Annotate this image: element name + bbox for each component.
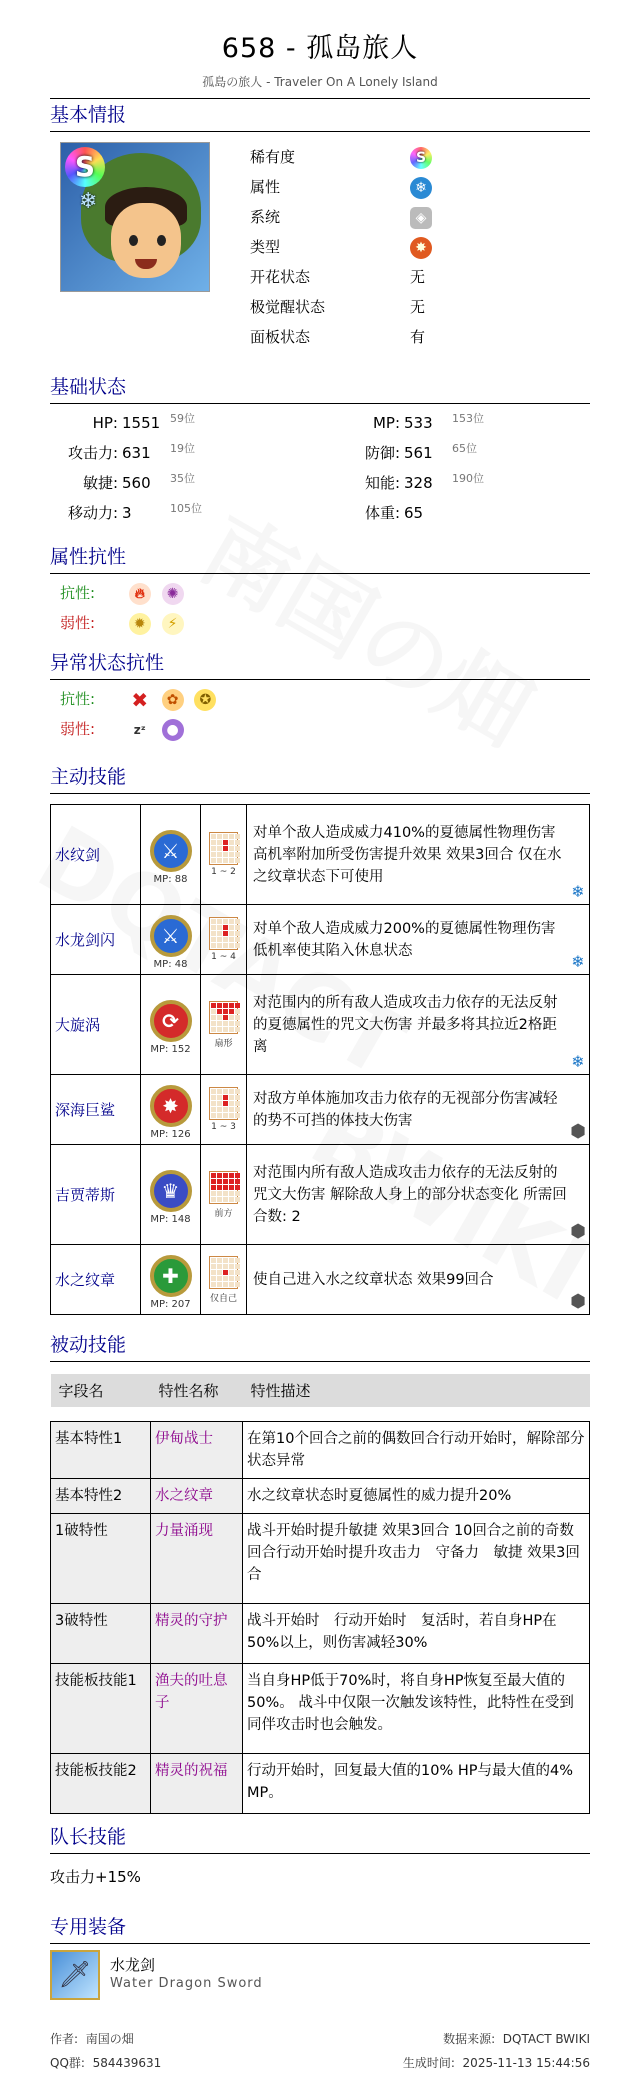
skill-icon-cell [141, 1145, 201, 1245]
skill-desc: 对单个敌人造成威力410%的夏德属性物理伤害 高机率附加所受伤害提升效果 效果3回合 仅在水之纹章状态下可使用 [253, 824, 562, 885]
element-resist-section [50, 542, 590, 642]
skill-name: 水龙剑闪 [51, 905, 141, 975]
stat-weight [332, 498, 452, 528]
info-row-bloom [250, 262, 590, 292]
stat-defense [332, 438, 477, 468]
stat-value: 3 [122, 504, 132, 522]
element-weak-row [60, 608, 190, 638]
passive-field: 基本特性2 [51, 1478, 151, 1513]
skill-range: 1 ~ 3 [211, 1122, 236, 1132]
skill-range: 仅自己 [209, 1293, 237, 1304]
info-key: 稀有度 [250, 148, 296, 166]
stat-value: 328 [404, 474, 433, 492]
stat-value: 65 [404, 504, 424, 522]
info-key: 极觉醒状态 [250, 298, 326, 316]
skill-desc-cell [247, 1145, 590, 1245]
passive-desc: 行动开始时，回复最大值的10% HP与最大值的4% MP。 [243, 1753, 590, 1813]
active-skills-section [50, 762, 590, 1322]
skill-row [51, 805, 590, 905]
skill-mp: MP: 88 [153, 874, 188, 885]
stat-label: 攻击力: [67, 444, 118, 462]
passive-field: 3破特性 [51, 1603, 151, 1663]
passive-name: 渔夫的吐息子 [151, 1663, 243, 1753]
active-skills-table [50, 804, 590, 1315]
status-weak-row [60, 714, 190, 744]
ice-tag-icon: ❄ [571, 1052, 585, 1071]
passive-desc: 在第10个回合之前的偶数回合行动开始时，解除部分状态异常 [243, 1421, 590, 1478]
skill-range-cell [201, 1245, 247, 1315]
stat-hp [50, 408, 195, 438]
passive-desc: 战斗开始时提升敏捷 效果3回合 10回合之前的奇数回合行动开始时提升攻击力 守备力 敏捷 效果3回合 [243, 1513, 590, 1603]
skill-name: 深海巨鲨 [51, 1075, 141, 1145]
wind-icon: ✺ [162, 583, 184, 605]
stat-rank: 65位 [452, 442, 477, 455]
crown-skill-icon: ♛ [150, 1170, 192, 1212]
passive-name: 精灵的祝福 [151, 1753, 243, 1813]
info-key: 系统 [250, 208, 281, 226]
passive-name: 水之纹章 [151, 1478, 243, 1513]
equipment-name: 水龙剑 [110, 1956, 156, 1974]
neutral-hex-tag-icon: ⬢ [570, 1221, 586, 1242]
page-title: 658 - 孤岛旅人 [221, 33, 419, 64]
paralysis-icon: ✪ [194, 689, 216, 711]
character-portrait [60, 142, 210, 292]
skill-range-cell [201, 905, 247, 975]
stat-label: 知能: [364, 474, 400, 492]
skill-icon-cell [141, 905, 201, 975]
stat-move [50, 498, 202, 528]
ice-element-icon: ❄ [410, 177, 432, 199]
sword-skill-icon: ⚔ [150, 915, 192, 957]
skill-range: 1 ~ 2 [211, 867, 236, 877]
skill-desc-cell [247, 1075, 590, 1145]
stat-attack [50, 438, 195, 468]
skill-range: 前方 [214, 1208, 233, 1219]
skill-icon-cell [141, 805, 201, 905]
passive-desc: 当自身HP低于70%时，将自身HP恢复至最大值的50%。 战斗中仅限一次触发该特性，此特性在受到同伴攻击时也会触发。 [243, 1663, 590, 1753]
info-row-rarity [250, 142, 590, 172]
stat-label: 体重: [364, 504, 400, 522]
ice-tag-icon: ❄ [571, 882, 585, 901]
stat-value: 1551 [122, 414, 161, 432]
info-key: 类型 [250, 238, 281, 256]
skill-mp: MP: 148 [150, 1214, 191, 1225]
stat-rank: 35位 [170, 472, 195, 485]
skill-desc: 对范围内的所有敌人造成攻击力依存的无法反射的夏德属性的咒文大伤害 并最多将其拉近2格距离 [253, 994, 558, 1055]
passive-header-name: 特性名称 [151, 1374, 243, 1407]
skill-icon-cell [141, 975, 201, 1075]
skill-desc: 使自己进入水之纹章状态 效果99回合 [253, 1271, 494, 1288]
passive-field: 技能板技能1 [51, 1663, 151, 1753]
footer-source [443, 2030, 590, 2047]
skill-desc: 对单个敌人造成威力200%的夏德属性物理伤害 低机率使其陷入休息状态 [253, 920, 556, 959]
skill-name: 水之纹章 [51, 1245, 141, 1315]
skill-desc-cell [247, 975, 590, 1075]
poison-icon: ● [162, 719, 184, 741]
skill-mp: MP: 48 [153, 959, 188, 970]
portrait-rank-s-icon: S [65, 147, 105, 187]
stat-value: 631 [122, 444, 151, 462]
stat-label: HP: [92, 414, 118, 432]
page-subtitle: 孤島の旅人 - Traveler On A Lonely Island [202, 75, 438, 89]
info-value: 无 [410, 268, 426, 286]
passive-row [51, 1603, 590, 1663]
passive-header-row [51, 1374, 590, 1407]
shark-skill-icon: ✸ [150, 1085, 192, 1127]
author-value: 南国の畑 [85, 2032, 134, 2046]
info-row-element [250, 172, 590, 202]
stat-value: 561 [404, 444, 433, 462]
resist-label: 抗性: [60, 584, 96, 602]
status-resist-title: 异常状态抗性 [50, 648, 590, 680]
rarity-s-icon: S [410, 147, 432, 169]
header-divider [50, 98, 590, 99]
stat-rank: 153位 [452, 412, 484, 425]
element-resist-row [60, 578, 190, 608]
passive-header-field: 字段名 [51, 1374, 151, 1407]
portrait-eye-right [157, 235, 166, 246]
range-grid-icon [209, 832, 238, 865]
light-icon: ✹ [129, 613, 151, 635]
skill-row [51, 905, 590, 975]
equipment-section [50, 1912, 590, 1992]
skill-range: 1 ~ 4 [211, 952, 236, 962]
info-value: 有 [410, 328, 426, 346]
stat-mp [332, 408, 484, 438]
neutral-hex-tag-icon: ⬢ [570, 1291, 586, 1312]
skill-range-cell [201, 975, 247, 1075]
stat-rank: 105位 [170, 502, 202, 515]
skill-mp: MP: 152 [150, 1044, 191, 1055]
info-key: 属性 [250, 178, 281, 196]
range-grid-icon [209, 1256, 238, 1289]
time-value: 2025-11-13 15:44:56 [462, 2056, 590, 2070]
equipment-title: 专用装备 [50, 1912, 590, 1944]
footer-time [403, 2054, 590, 2071]
whirlpool-skill-icon: ⟳ [150, 1000, 192, 1042]
stat-label: 移动力: [67, 504, 118, 522]
source-label: 数据来源: [443, 2032, 496, 2046]
crest-skill-icon: ✚ [150, 1255, 192, 1297]
skill-range-cell [201, 1075, 247, 1145]
confusion-icon: ✿ [162, 689, 184, 711]
skill-row [51, 975, 590, 1075]
passive-name: 精灵的守护 [151, 1603, 243, 1663]
equipment-name-en: Water Dragon Sword [110, 1976, 263, 1991]
footer-author [50, 2030, 134, 2047]
status-resist-row [60, 684, 222, 714]
skill-desc-cell [247, 805, 590, 905]
leader-skill-text: 攻击力+15% [50, 1868, 141, 1886]
skill-desc: 对敌方单体施加攻击力依存的无视部分伤害减轻的势不可挡的体技大伤害 [253, 1090, 558, 1129]
info-key: 开花状态 [250, 268, 311, 286]
sword-equipment-icon: 🗡︎ [50, 1950, 100, 2000]
skill-name: 大旋涡 [51, 975, 141, 1075]
base-stats-title: 基础状态 [50, 372, 590, 404]
info-row-system [250, 202, 590, 232]
stat-rank: 190位 [452, 472, 484, 485]
info-row-panel [250, 322, 590, 352]
passive-spacer [51, 1407, 590, 1421]
range-grid-icon [209, 1087, 238, 1120]
skill-icon-cell [141, 1245, 201, 1315]
skill-range: 扇形 [214, 1038, 233, 1049]
skill-mp: MP: 126 [150, 1129, 191, 1140]
source-value: DQTACT BWIKI [502, 2032, 590, 2046]
portrait-eye-left [129, 235, 138, 246]
skill-row [51, 1145, 590, 1245]
passive-header-desc: 特性描述 [243, 1374, 590, 1407]
stat-rank: 19位 [170, 442, 195, 455]
stat-label: 敏捷: [82, 474, 118, 492]
passive-field: 基本特性1 [51, 1421, 151, 1478]
skill-name: 吉贾蒂斯 [51, 1145, 141, 1245]
info-key: 面板状态 [250, 328, 311, 346]
passive-row [51, 1421, 590, 1478]
range-grid-icon [209, 917, 238, 950]
passive-field: 技能板技能2 [51, 1753, 151, 1813]
fire-type-icon: ✸ [410, 237, 432, 259]
passive-desc: 战斗开始时 行动开始时 复活时，若自身HP在50%以上，则伤害减轻30% [243, 1603, 590, 1663]
stat-value: 560 [122, 474, 151, 492]
passive-desc: 水之纹章状态时夏德属性的威力提升20% [243, 1478, 590, 1513]
info-row-type [250, 232, 590, 262]
status-resist-section [50, 648, 590, 748]
leader-skill-title: 队长技能 [50, 1822, 590, 1854]
element-resist-title: 属性抗性 [50, 542, 590, 574]
portrait-ice-icon: ❄ [79, 189, 98, 214]
qq-label: QQ群: [50, 2056, 85, 2070]
info-value: 无 [410, 298, 426, 316]
stat-value: 533 [404, 414, 433, 432]
active-skills-title: 主动技能 [50, 762, 590, 794]
passive-skills-section [50, 1330, 590, 1810]
stat-label: 防御: [364, 444, 400, 462]
passive-name: 伊甸战士 [151, 1421, 243, 1478]
weak-label: 弱性: [60, 720, 96, 738]
stat-agility [50, 468, 195, 498]
skill-range-cell [201, 1145, 247, 1245]
seal-icon: ✖ [131, 687, 149, 712]
passive-row [51, 1513, 590, 1603]
footer-qq [50, 2054, 161, 2071]
stat-rank: 59位 [170, 412, 195, 425]
basic-info-title: 基本情报 [50, 100, 590, 132]
skill-mp: MP: 207 [150, 1299, 191, 1310]
skill-row [51, 1245, 590, 1315]
passive-row [51, 1753, 590, 1813]
resist-label: 抗性: [60, 690, 96, 708]
time-label: 生成时间: [402, 2056, 455, 2070]
passive-row [51, 1478, 590, 1513]
range-grid-icon [209, 1001, 238, 1034]
info-row-awaken [250, 292, 590, 322]
qq-value: 584439631 [92, 2056, 162, 2070]
weak-label: 弱性: [60, 614, 96, 632]
page-header [0, 0, 640, 99]
fire-icon: 🔥︎ [129, 583, 151, 605]
author-label: 作者: [50, 2032, 79, 2046]
shield-system-icon: ◈ [410, 207, 432, 229]
ice-tag-icon: ❄ [571, 952, 585, 971]
leader-skill-section [50, 1822, 590, 1886]
neutral-hex-tag-icon: ⬢ [570, 1121, 586, 1142]
passive-skills-title: 被动技能 [50, 1330, 590, 1362]
skill-desc-cell [247, 905, 590, 975]
basic-info-section [50, 100, 590, 360]
range-grid-icon [209, 1171, 238, 1204]
passive-field: 1破特性 [51, 1513, 151, 1603]
skill-desc-cell [247, 1245, 590, 1315]
passive-name: 力量涌现 [151, 1513, 243, 1603]
skill-row [51, 1075, 590, 1145]
sword-skill-icon: ⚔ [150, 830, 192, 872]
passive-skills-table [50, 1374, 590, 1814]
skill-name: 水纹剑 [51, 805, 141, 905]
passive-row [51, 1663, 590, 1753]
base-stats-section [50, 372, 590, 532]
stat-label: MP: [372, 414, 400, 432]
skill-desc: 对范围内所有敌人造成攻击力依存的无法反射的咒文大伤害 解除敌人身上的部分状态变化 所需回合数: 2 [253, 1164, 567, 1225]
skill-range-cell [201, 805, 247, 905]
skill-icon-cell [141, 1075, 201, 1145]
lightning-icon: ⚡︎ [162, 613, 184, 635]
sleep-icon: zᶻ [133, 722, 146, 737]
stat-wisdom [332, 468, 484, 498]
